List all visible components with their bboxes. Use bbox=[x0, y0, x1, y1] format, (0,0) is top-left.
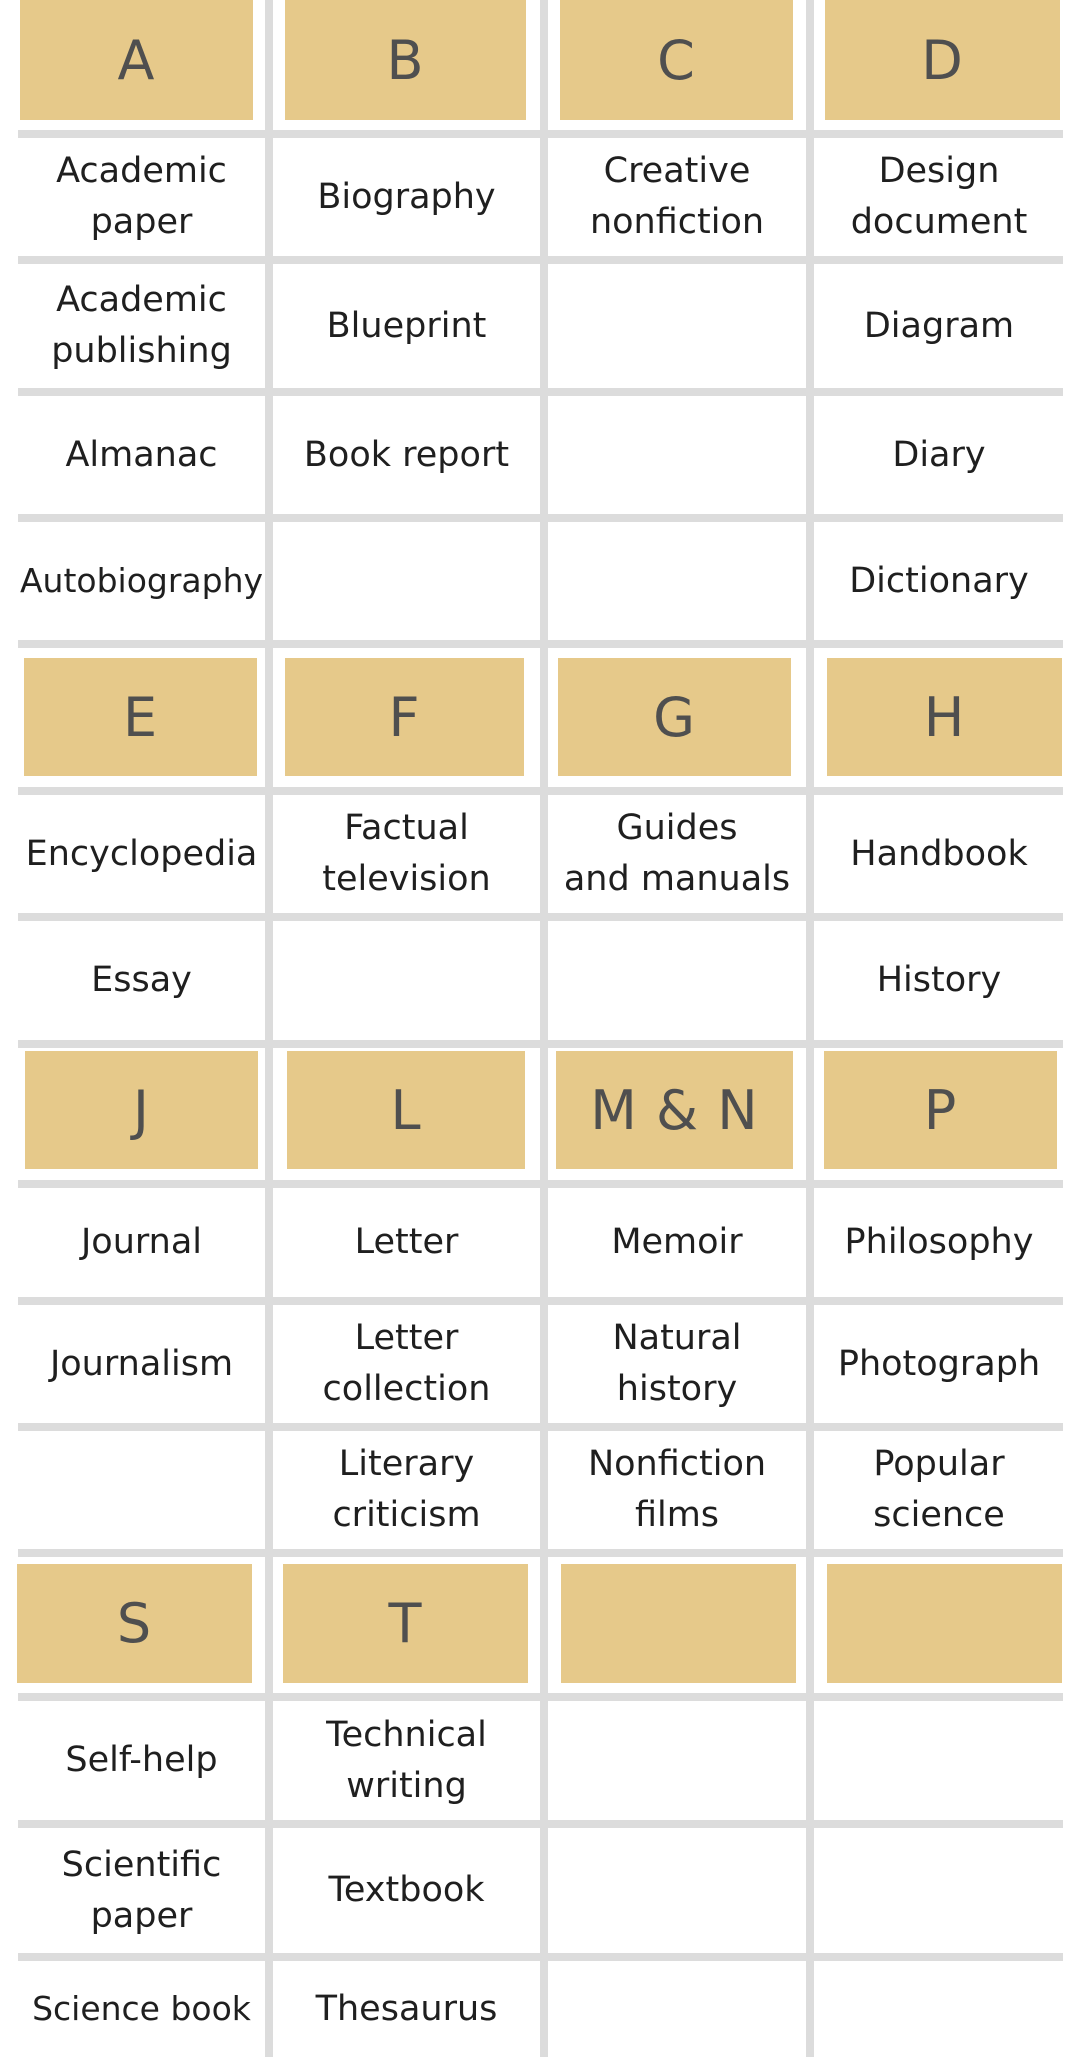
genre-cell: Technical writing bbox=[326, 1714, 487, 1806]
genre-cell bbox=[814, 1701, 1064, 1820]
genre-cell bbox=[548, 1701, 806, 1820]
genre-cell: Diagram bbox=[863, 305, 1015, 346]
row-divider bbox=[18, 256, 1063, 264]
letter-header bbox=[561, 1564, 796, 1683]
genre-cell: Journal bbox=[80, 1222, 203, 1263]
genre-cell: Science book bbox=[32, 1989, 251, 2029]
column-divider bbox=[265, 0, 273, 2057]
letter-header bbox=[827, 1564, 1062, 1683]
row-divider bbox=[18, 514, 1063, 522]
genre-cell: Factual television bbox=[322, 808, 491, 899]
row-divider bbox=[18, 388, 1063, 396]
genre-cell bbox=[18, 1431, 265, 1549]
genre-cell: Diary bbox=[892, 434, 986, 475]
genre-cell: Design document bbox=[850, 151, 1028, 242]
row-divider bbox=[18, 1040, 1063, 1048]
genre-cell bbox=[548, 396, 806, 514]
genre-cell: Literary criticism bbox=[332, 1444, 481, 1535]
genre-cell: Thesaurus bbox=[315, 1988, 498, 2029]
genre-cell: Encyclopedia bbox=[25, 833, 258, 874]
genre-cell bbox=[814, 1961, 1064, 2057]
genre-cell: Journalism bbox=[49, 1343, 234, 1384]
letter-header: M & N bbox=[556, 1051, 793, 1169]
row-divider bbox=[18, 1423, 1063, 1431]
row-divider bbox=[18, 1953, 1063, 1961]
letter-header: E bbox=[24, 658, 257, 776]
row-divider bbox=[18, 787, 1063, 795]
genre-cell: Creative nonfiction bbox=[589, 151, 765, 242]
genre-cell: Academic publishing bbox=[51, 280, 232, 371]
row-divider bbox=[18, 1693, 1063, 1701]
genre-cell: Popular science bbox=[873, 1444, 1005, 1535]
genre-cell bbox=[814, 1828, 1064, 1953]
genre-cell: Academic paper bbox=[56, 151, 227, 242]
letter-header: A bbox=[20, 0, 253, 120]
row-divider bbox=[18, 1549, 1063, 1557]
letter-header: T bbox=[283, 1564, 528, 1683]
row-divider bbox=[18, 1297, 1063, 1305]
letter-header: G bbox=[558, 658, 791, 776]
genre-cell: Letter collection bbox=[322, 1318, 491, 1409]
row-divider bbox=[18, 130, 1063, 138]
genre-cell bbox=[273, 522, 540, 640]
genre-cell bbox=[548, 1828, 806, 1953]
letter-header: P bbox=[824, 1051, 1057, 1169]
column-divider bbox=[540, 0, 548, 2057]
genre-cell: Essay bbox=[91, 960, 192, 1001]
genre-cell: Scientific paper bbox=[61, 1844, 222, 1936]
letter-header: H bbox=[827, 658, 1062, 776]
genre-cell: Memoir bbox=[611, 1222, 743, 1263]
letter-header: L bbox=[287, 1051, 525, 1169]
row-divider bbox=[18, 913, 1063, 921]
genre-cell: Guides and manuals bbox=[563, 808, 791, 899]
genre-cell: Self-help bbox=[65, 1740, 218, 1781]
genre-cell: Photograph bbox=[837, 1343, 1041, 1384]
letter-header: F bbox=[285, 658, 524, 776]
genre-cell bbox=[548, 264, 806, 388]
genre-cell bbox=[548, 1961, 806, 2057]
genre-cell: Autobiography bbox=[19, 561, 264, 601]
letter-header: S bbox=[17, 1564, 252, 1683]
letter-header: D bbox=[825, 0, 1060, 120]
letter-header: C bbox=[560, 0, 793, 120]
genre-cell: Book report bbox=[303, 434, 510, 475]
genre-cell: Almanac bbox=[65, 434, 218, 475]
genre-cell: Nonfiction films bbox=[587, 1444, 767, 1535]
row-divider bbox=[18, 1820, 1063, 1828]
genre-cell: Philosophy bbox=[844, 1222, 1034, 1263]
genre-cell: Handbook bbox=[850, 833, 1028, 874]
row-divider bbox=[18, 640, 1063, 648]
genre-cell: Natural history bbox=[612, 1318, 742, 1409]
genre-cell: Letter bbox=[354, 1222, 459, 1263]
genre-cell: Blueprint bbox=[326, 305, 487, 346]
genre-cell: History bbox=[876, 960, 1002, 1001]
genre-cell bbox=[273, 921, 540, 1040]
letter-header: J bbox=[25, 1051, 258, 1169]
genre-cell bbox=[548, 522, 806, 640]
row-divider bbox=[18, 1180, 1063, 1188]
genre-cell: Dictionary bbox=[849, 560, 1029, 601]
genre-cell: Textbook bbox=[328, 1870, 485, 1911]
letter-header: B bbox=[285, 0, 526, 120]
genre-cell: Biography bbox=[317, 176, 496, 217]
column-divider bbox=[806, 0, 814, 2057]
genre-cell bbox=[548, 921, 806, 1040]
